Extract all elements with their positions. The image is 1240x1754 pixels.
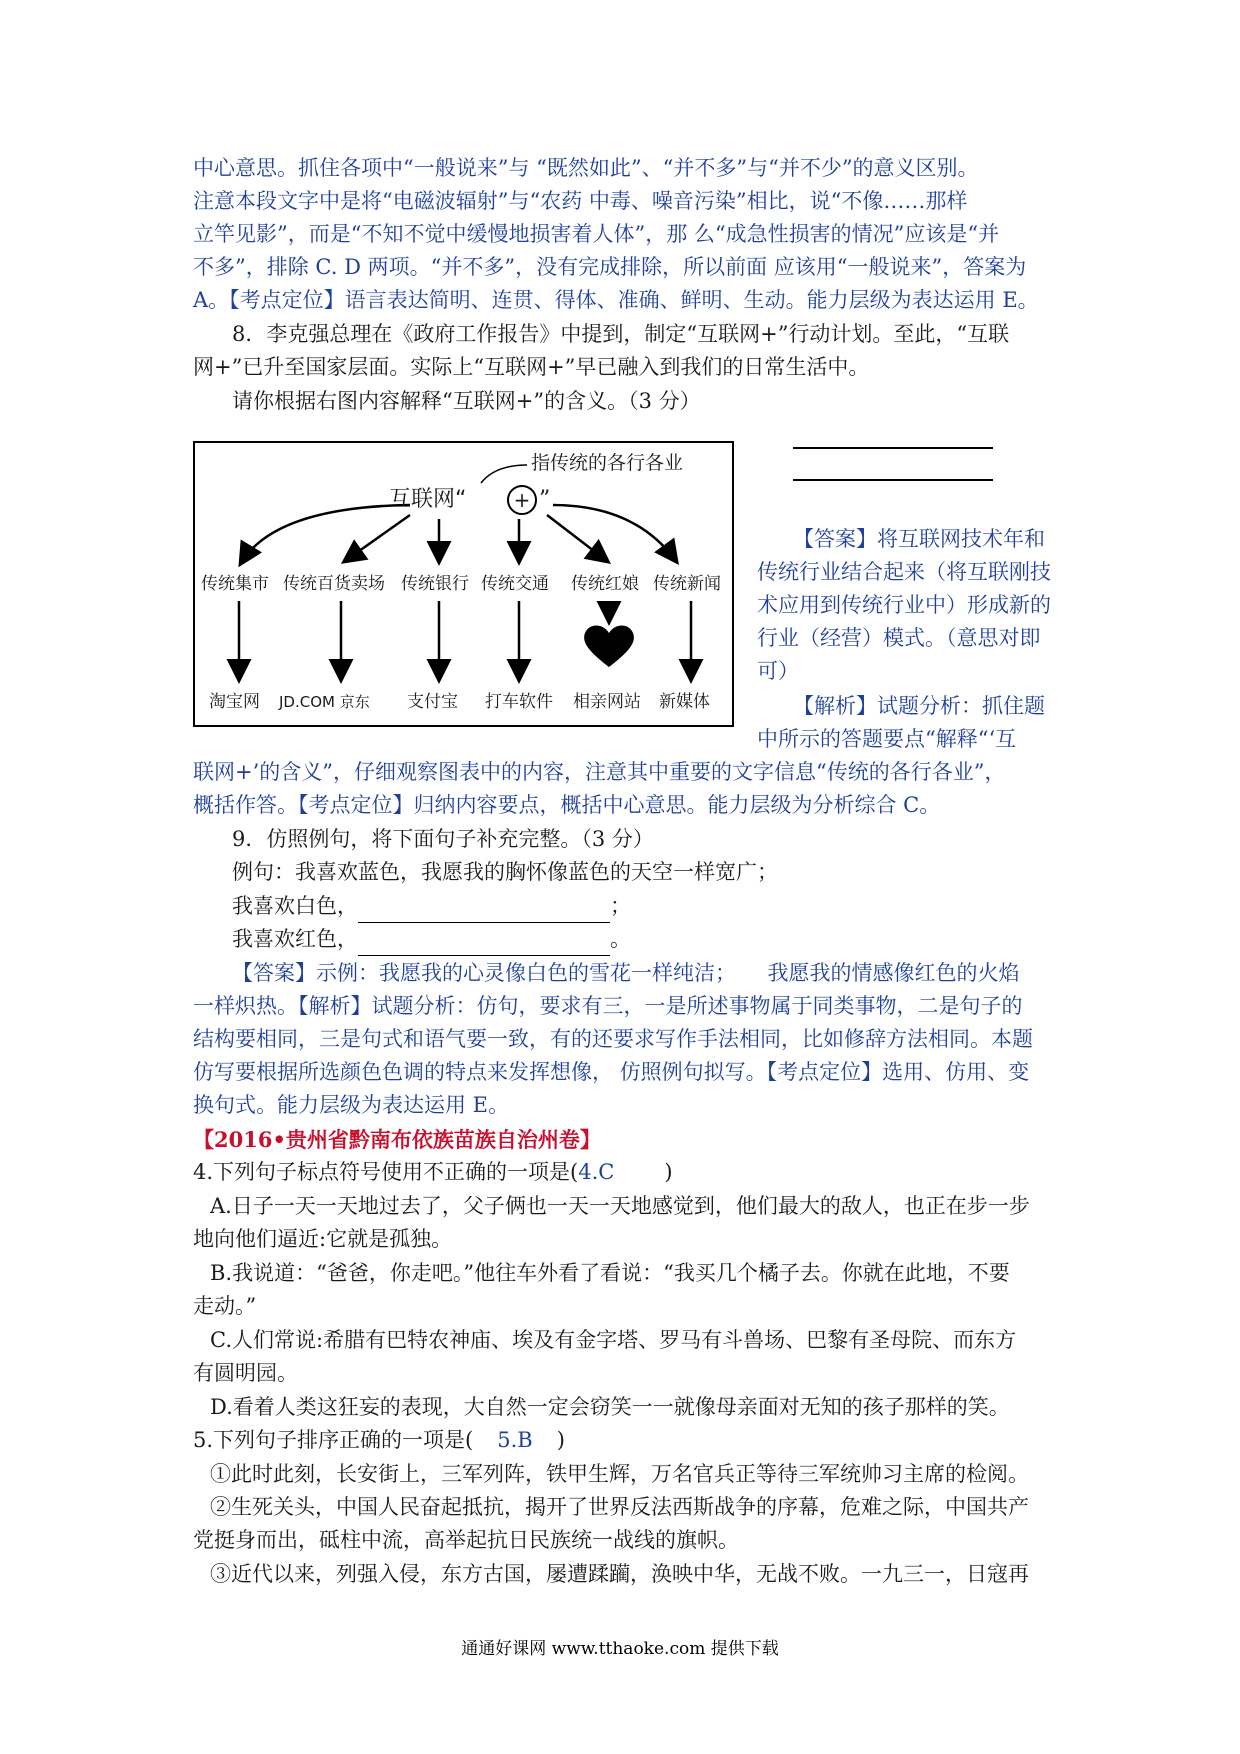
q5-sentence-2-line-1: ②生死关头，中国人民奋起抵抗，揭开了世界反法西斯战争的序幕，危难之际，中国共产	[210, 1495, 1029, 1519]
q9-answer-line-1: 【答案】示例：我愿我的心灵像白色的雪花一样纯洁； 我愿我的情感像红色的火焰	[232, 961, 1020, 985]
q4-option-c-line-2: 有圆明园。	[193, 1361, 298, 1385]
internet-plus-diagram	[193, 441, 734, 727]
q9-example: 例句：我喜欢蓝色，我愿我的胸怀像蓝色的天空一样宽广；	[232, 860, 778, 884]
q5-stem-text: 5.下列句子排序正确的一项是(	[193, 1428, 474, 1452]
q9-blank-line-2	[232, 923, 631, 956]
q9-answer-line-5: 换句式。能力层级为表达运用 E。	[193, 1093, 510, 1117]
q5-answer: 5.B	[497, 1428, 533, 1452]
page-footer: 通通好课网 www.tthaoke.com 提供下载	[461, 1639, 779, 1659]
answer-blank-2	[793, 479, 993, 481]
q8-answer-line-5: 可）	[757, 659, 799, 683]
traditional-item: 传统新闻	[653, 574, 721, 594]
internet-item: JD.COM 京东	[279, 693, 370, 711]
traditional-item: 传统百货卖场	[283, 574, 385, 594]
q8-answer-line-3: 术应用到传统行业中）形成新的	[757, 593, 1051, 617]
q8-answer-line-4: 行业（经营）模式。（意思对即	[757, 626, 1041, 650]
internet-item: 新媒体	[659, 692, 710, 712]
q4-option-a-line-1: A.日子一天一天地过去了，父子俩也一天一天地感觉到，他们最大的敌人，也正在步一步	[210, 1194, 1030, 1218]
internet-item: 相亲网站	[573, 692, 641, 712]
q7-analysis-line-2: 注意本段文字中是将“电磁波辐射”与“农药 中毒、噪音污染”相比，说“不像……那样	[193, 189, 968, 213]
q9-blank-label-1: 我喜欢白色，	[232, 894, 358, 918]
diagram-note: 指传统的各行各业	[531, 452, 684, 474]
q4-option-b-line-1: B.我说道：“爸爸，你走吧。”他往车外看了看说：“我买几个橘子去。你就在此地，不要	[210, 1261, 1010, 1285]
q8-analysis-line-1: 联网+’的含义”，仔细观察图表中的内容，注意其中重要的文字信息“传统的各行各业”，	[193, 760, 1006, 784]
q9-blank-2[interactable]	[358, 931, 610, 956]
traditional-item: 传统集市	[201, 574, 269, 594]
q9-blank-line-1	[232, 890, 631, 923]
center-label: 互联网“	[389, 487, 467, 512]
q9-blank-label-2: 我喜欢红色，	[232, 927, 358, 951]
q9-answer-line-4: 仿写要根据所选颜色色调的特点来发挥想像， 仿照例句拟写。【考点定位】选用、仿用、变	[193, 1060, 1030, 1084]
q4-option-b-line-2: 走动。”	[193, 1294, 257, 1318]
q8-analysis-head-2: 中所示的答题要点“解释“‘互	[757, 727, 1017, 751]
internet-item: 支付宝	[407, 692, 458, 712]
q5-sentence-1: ①此时此刻，长安街上，三军列阵，铁甲生辉，万名官兵正等待三军统帅习主席的检阅。	[210, 1462, 1029, 1486]
traditional-item: 传统银行	[401, 574, 469, 594]
plus-icon: +	[513, 488, 531, 512]
q7-analysis-line-5: A。【考点定位】语言表达简明、连贯、得体、准确、鲜明、生动。能力层级为表达运用 E。	[193, 288, 1039, 312]
center-quote: ”	[539, 487, 551, 512]
q4-answer: 4.C	[578, 1160, 615, 1184]
internet-row	[195, 689, 732, 715]
q4-close: )	[664, 1160, 673, 1184]
q8-answer-line-2: 传统行业结合起来（将互联刚技	[757, 560, 1051, 584]
q9-stem: 9．仿照例句，将下面句子补充完整。（3 分）	[232, 827, 654, 851]
q4-option-c-line-1: C.人们常说:希腊有巴特农神庙、埃及有金字塔、罗马有斗兽场、巴黎有圣母院、而东方	[210, 1328, 1017, 1352]
q8-answer-line-1: 【答案】将互联网技术年和	[793, 527, 1045, 551]
q4-option-a-line-2: 地向他们逼近:它就是孤独。	[193, 1227, 453, 1251]
diagram-center	[195, 485, 732, 515]
q4-stem-text: 4.下列句子标点符号使用不正确的一项是(	[193, 1160, 579, 1184]
traditional-item: 传统交通	[481, 574, 549, 594]
q5-sentence-3: ③近代以来，列强入侵，东方古国，屡遭蹂躏，涣映中华，无战不败。一九三一，日寇再	[210, 1562, 1029, 1586]
traditional-item: 传统红娘	[571, 574, 639, 594]
q9-blank-end-1: ；	[610, 894, 631, 918]
q5-close: )	[556, 1428, 565, 1452]
q8-stem-line-1: 8．李克强总理在《政府工作报告》中提到，制定“互联网+”行动计划。至此，“互联	[232, 322, 1010, 346]
q8-stem-line-2: 网+”已升至国家层面。实际上“互联网+”早已融入到我们的日常生活中。	[193, 355, 870, 379]
q9-blank-end-2: 。	[610, 927, 631, 951]
q4-stem	[193, 1156, 673, 1189]
q5-sentence-2-line-2: 党挺身而出，砥柱中流，高举起抗日民族统一战线的旗帜。	[193, 1528, 739, 1552]
q9-answer-line-3: 结构要相同，三是句式和语气要一致，有的还要求写作手法相同，比如修辞方法相同。本题	[193, 1027, 1033, 1051]
q9-blank-1[interactable]	[358, 898, 610, 923]
q8-analysis-line-2: 概括作答。【考点定位】归纳内容要点，概括中心意思。能力层级为分析综合 C。	[193, 793, 941, 817]
section-title: 【2016•贵州省黔南布依族苗族自治州卷】	[193, 1127, 601, 1152]
q7-analysis-line-4: 不多”，排除 C. D 两项。“并不多”，没有完成排除，所以前面 应该用“一般说来”，答案为	[193, 255, 1027, 279]
q5-stem	[193, 1424, 565, 1457]
internet-item: 打车软件	[485, 692, 553, 712]
answer-blank-1	[793, 447, 993, 449]
heart-icon	[584, 626, 634, 668]
q8-analysis-head-1: 【解析】试题分析：抓住题	[793, 694, 1045, 718]
q4-option-d: D.看着人类这狂妄的表现，大自然一定会窃笑一一就像母亲面对无知的孩子那样的笑。	[210, 1395, 1010, 1419]
q7-analysis-line-3: 立竿见影”，而是“不知不觉中缓慢地损害着人体”，那 么“成急性损害的情况”应该是“并	[193, 222, 1000, 246]
internet-item: 淘宝网	[209, 692, 260, 712]
q7-analysis-line-1: 中心意思。抓住各项中“一般说来”与 “既然如此”、“并不多”与“并不少”的意义区别。	[193, 156, 979, 180]
q9-answer-line-2: 一样炽热。【解析】试题分析：仿句，要求有三，一是所述事物属于同类事物，二是句子的	[193, 994, 1023, 1018]
traditional-row	[195, 571, 732, 597]
q8-prompt: 请你根据右图内容解释“互联网+”的含义。（3 分）	[232, 389, 701, 413]
